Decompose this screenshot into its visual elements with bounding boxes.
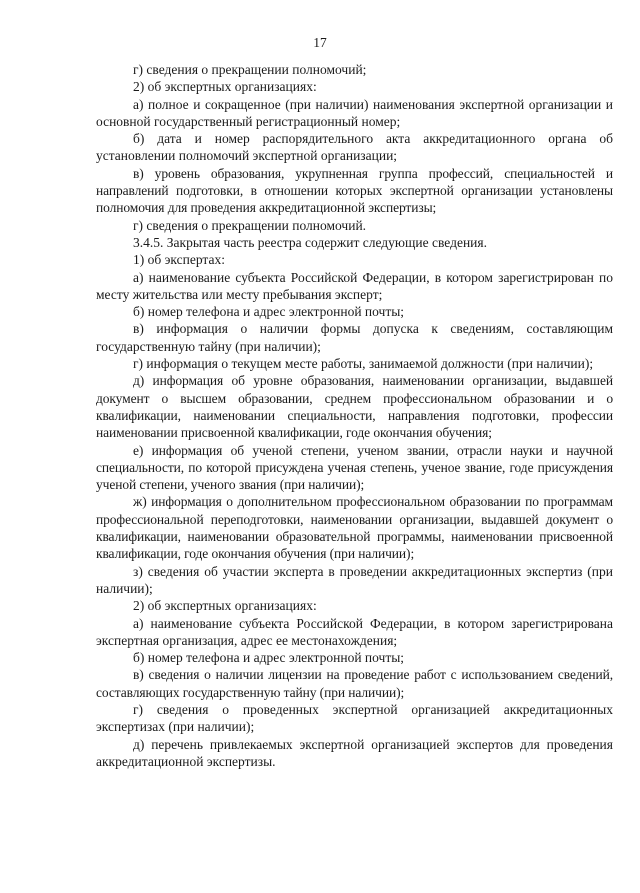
paragraph: д) перечень привлекаемых экспертной организацией экспертов для проведения аккредитационной экспертизы. — [96, 736, 613, 769]
paragraph: з) сведения об участии эксперта в проведении аккредитационных экспертиз (при наличии); — [96, 563, 613, 596]
paragraph: 2) об экспертных организациях: — [133, 79, 317, 95]
page-number: 17 — [313, 35, 327, 50]
paragraph: в) информация о наличии формы допуска к сведениям, составляющим государственную тайну (при наличии); — [96, 321, 613, 354]
paragraph: а) наименование субъекта Российской Федерации, в котором зарегистрирована экспертная организация, адрес ее местонахождения; — [96, 615, 613, 648]
paragraph: а) полное и сокращенное (при наличии) наименования экспертной организации и основной государственный регистрационный номер; — [96, 96, 613, 129]
paragraph: в) уровень образования, укрупненная группа профессий, специальностей и направлений подготовки, в отношении которых экспертной организации установлены полномочия для проведения аккредитационной экспертизы; — [96, 165, 613, 216]
paragraph: д) информация об уровне образования, наименовании организации, выдавшей документ о высшем образовании, среднем профессиональном образовании и о квалификации, наименовании специальности, направления подготовки, профессии наименовании присвоенной квалификации, годе окончания обучения; — [96, 373, 613, 441]
paragraph: б) номер телефона и адрес электронной почты; — [133, 304, 405, 320]
paragraph: б) дата и номер распорядительного акта аккредитационного органа об установлении полномочий экспертной организации; — [96, 131, 613, 164]
paragraph: а) наименование субъекта Российской Федерации, в котором зарегистрирован по месту жительства или месту пребывания эксперт; — [96, 269, 613, 302]
paragraph: 2) об экспертных организациях: — [133, 598, 317, 614]
paragraph: г) информация о текущем месте работы, занимаемой должности (при наличии); — [133, 356, 594, 372]
document-body — [96, 61, 613, 770]
paragraph: г) сведения о прекращении полномочий; — [133, 62, 367, 77]
paragraph: г) сведения о проведенных экспертной организацией аккредитационных экспертизах (при наличии); — [96, 701, 613, 735]
paragraph: г) сведения о прекращении полномочий. — [133, 217, 367, 233]
paragraph: 1) об экспертах: — [133, 252, 225, 268]
paragraph: б) номер телефона и адрес электронной почты; — [133, 650, 405, 666]
paragraph: в) сведения о наличии лицензии на проведение работ с использованием сведений, составляющих государственную тайну (при наличии); — [96, 667, 613, 700]
paragraph: 3.4.5. Закрытая часть реестра содержит следующие сведения. — [133, 234, 487, 250]
paragraph: е) информация об ученой степени, ученом звании, отрасли науки и научной специальности, по которой присуждена ученая степень, ученое звание, годе присуждения ученой степени, ученого звания (при наличии); — [96, 442, 613, 493]
paragraph: ж) информация о дополнительном профессиональном образовании по программам профессиональной переподготовки, наименовании организации, выдавшей документ о квалификации, наименовании образовательной программы, наименовании присвоенной квалификации, годе окончания обучения (при наличии); — [96, 494, 613, 562]
